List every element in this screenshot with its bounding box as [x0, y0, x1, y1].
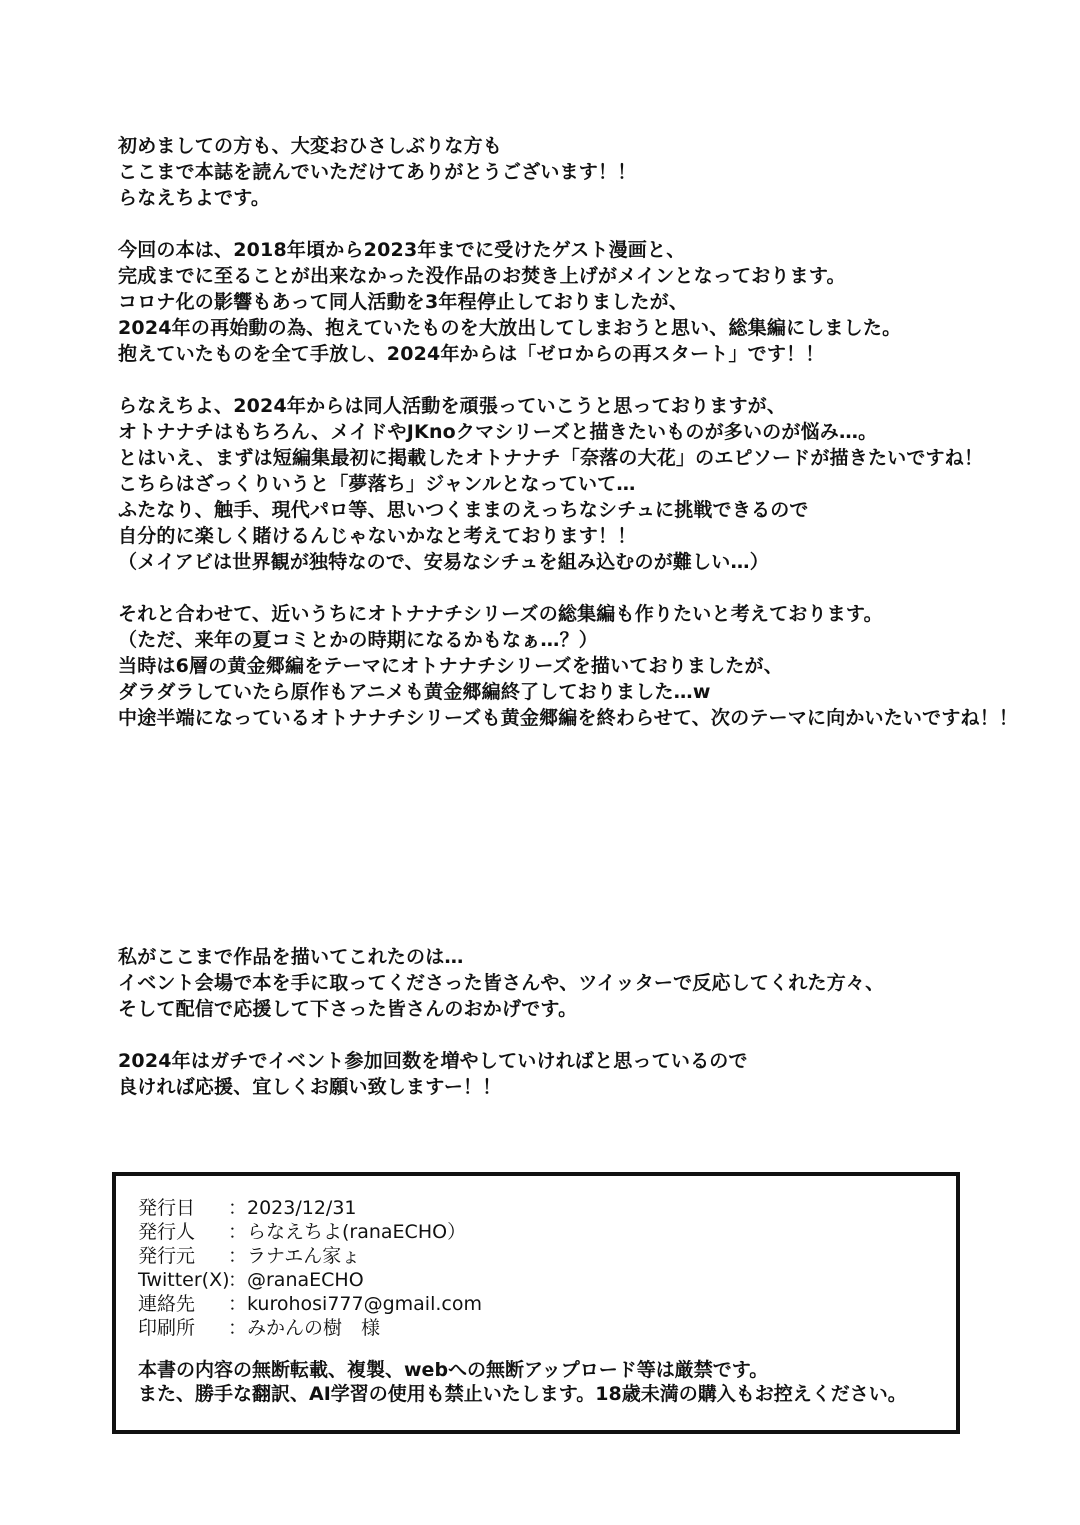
afterword-top [118, 133, 1018, 731]
colophon-row-twitter [138, 1268, 907, 1292]
text-line: ここまで本誌を読んでいただけてありがとうございます！！ [118, 161, 637, 183]
greeting-paragraph [118, 133, 1018, 211]
text-line: 当時は6層の黄金郷編をテーマにオトナナチシリーズを描いておりましたが、 [118, 655, 783, 677]
text-line: らなえちよ、2024年からは同人活動を頑張っていこうと思っておりますが、 [118, 395, 787, 417]
colophon-value: ：ラナエん家ょ [228, 1245, 361, 1267]
text-line: 自分的に楽しく賭けるんじゃないかなと考えております！！ [118, 525, 637, 547]
colophon-value: ：らなえちよ(ranaECHO） [228, 1221, 467, 1243]
about-book-paragraph [118, 237, 1018, 367]
text-line: 2024年の再始動の為、抱えていたものを大放出してしまおうと思い、総集編にしました。 [118, 317, 902, 339]
colophon-row-contact [138, 1292, 907, 1316]
colophon-value: ：2023/12/31 [228, 1197, 357, 1219]
text-line: こちらはざっくりいうと「夢落ち」ジャンルとなっていて… [118, 473, 636, 495]
colophon-label: 連絡先 [138, 1293, 196, 1315]
text-line: 抱えていたものを全て手放し、2024年からは「ゼロからの再スタート」です！！ [118, 343, 825, 365]
colophon-label: Twitter(X) [138, 1269, 230, 1291]
colophon-label: 発行人 [138, 1221, 196, 1243]
copyright-notice [138, 1358, 907, 1406]
colophon-label: 発行日 [138, 1197, 196, 1219]
afterword-bottom [118, 944, 884, 1100]
colophon-row-printer [138, 1316, 907, 1340]
colophon-row-issuer [138, 1244, 907, 1268]
text-line: ダラダラしていたら原作もアニメも黄金郷編終了しておりました…w [118, 681, 711, 703]
colophon-row-publisher [138, 1220, 907, 1244]
text-line: それと合わせて、近いうちにオトナナチシリーズの総集編も作りたいと考えております。 [118, 603, 883, 625]
colophon-label: 印刷所 [138, 1317, 196, 1339]
text-line: 中途半端になっているオトナナチシリーズも黄金郷編を終わらせて、次のテーマに向かいたいですね！！ [118, 707, 1019, 729]
closing-paragraph [118, 1048, 884, 1100]
text-line: とはいえ、まずは短編集最初に掲載したオトナナチ「奈落の大花」のエピソードが描きたいですね！ [118, 447, 984, 469]
colophon-value: ：みかんの樹 様 [228, 1317, 381, 1339]
text-line: 2024年はガチでイベント参加回数を増やしていければと思っているので [118, 1050, 748, 1072]
colophon-row-date [138, 1196, 907, 1220]
notice-line: また、勝手な翻訳、AI学習の使用も禁止いたします。18歳未満の購入もお控えください。 [138, 1383, 907, 1405]
colophon-value: ：kurohosi777@gmail.com [228, 1293, 482, 1315]
plans-paragraph [118, 393, 1018, 575]
text-line: イベント会場で本を手に取ってくださった皆さんや、ツイッターで反応してくれた方々、 [118, 972, 885, 994]
text-line: 私がここまで作品を描いてこれたのは… [118, 946, 464, 968]
text-line: オトナナチはもちろん、メイドやJKnoクマシリーズと描きたいものが多いのが悩み…。 [118, 421, 878, 443]
thanks-paragraph [118, 944, 884, 1022]
text-line: （メイアビは世界観が独特なので、安易なシチュを組み込むのが難しい…） [118, 551, 769, 573]
text-line: 完成までに至ることが出来なかった没作品のお焚き上げがメインとなっております。 [118, 265, 846, 287]
colophon-box [112, 1172, 960, 1434]
notice-line: 本書の内容の無断転載、複製、webへの無断アップロード等は厳禁です。 [138, 1359, 769, 1381]
colophon-label: 発行元 [138, 1245, 196, 1267]
text-line: 初めましての方も、大変おひさしぶりな方も [118, 135, 503, 157]
text-line: そして配信で応援して下さった皆さんのおかげです。 [118, 998, 578, 1020]
text-line: ふたなり、触手、現代パロ等、思いつくままのえっちなシチュに挑戦できるので [118, 499, 809, 521]
text-line: （ただ、来年の夏コミとかの時期になるかもなぁ…？） [118, 629, 599, 651]
text-line: 今回の本は、2018年頃から2023年までに受けたゲスト漫画と、 [118, 239, 686, 261]
text-line: コロナ化の影響もあって同人活動を3年程停止しておりましたが、 [118, 291, 689, 313]
colophon-details [138, 1196, 907, 1340]
text-line: 良ければ応援、宜しくお願い致しますー！！ [118, 1076, 502, 1098]
text-line: らなえちよです。 [118, 187, 271, 209]
colophon-value: ：@ranaECHO [228, 1269, 364, 1291]
series-paragraph [118, 601, 1018, 731]
